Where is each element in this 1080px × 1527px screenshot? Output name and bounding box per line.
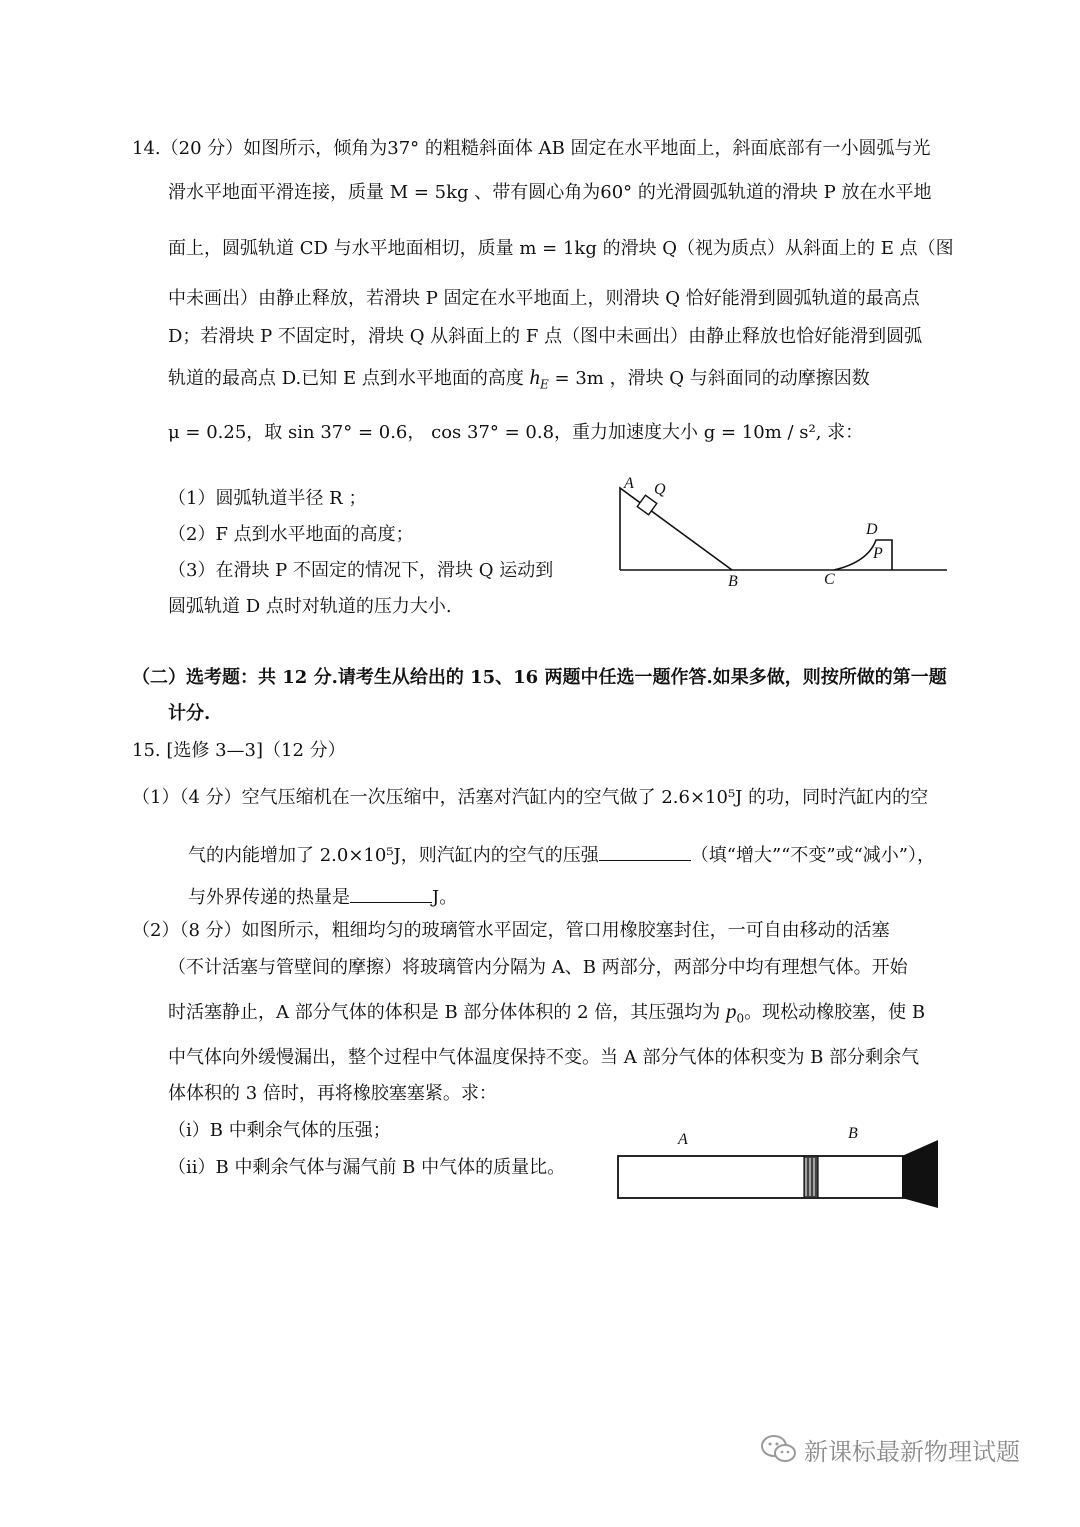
pressure-answer-blank: [599, 842, 691, 861]
q15-sub-i: （i）B 中剩余气体的压强；: [168, 1120, 391, 1141]
q15-part-2-line-5: 体体积的 3 倍时，再将橡胶塞塞紧。求：: [168, 1083, 497, 1104]
label-a: A: [624, 475, 634, 492]
q15-part-1-line-1: （1）（4 分）空气压缩机在一次压缩中，活塞对汽缸内的空气做了 2.6×10⁵J 的功，同时汽缸内的空: [132, 787, 929, 808]
q15-part-1-line-3-text-a: 与外界传递的热量是: [188, 887, 350, 908]
q14-line-3: 面上，圆弧轨道 CD 与水平地面相切，质量 m = 1kg 的滑块 Q（视为质点）从斜面上的 E 点（图: [168, 238, 954, 259]
label-p: P: [873, 545, 883, 562]
slider-p-block: [834, 540, 892, 570]
height-symbol: h: [529, 365, 541, 389]
q15-part-2-line-4: 中气体向外缓慢漏出，整个过程中气体温度保持不变。当 A 部分气体的体积变为 B 部分剩余气: [168, 1047, 920, 1068]
label-q: Q: [654, 481, 666, 498]
q14-line-6-text-b: = 3m ，滑块 Q 与斜面同的动摩擦因数: [548, 368, 870, 389]
watermark-text: 新课标最新物理试题: [804, 1438, 1020, 1466]
incline-figure: [610, 470, 955, 595]
q14-sub-3: （3）在滑块 P 不固定的情况下，滑块 Q 运动到: [168, 560, 554, 581]
height-subscript: E: [540, 377, 549, 392]
watermark: [760, 1428, 1050, 1468]
wechat-icon: [760, 1434, 798, 1464]
q14-line-7: μ = 0.25，取 sin 37° = 0.6， cos 37° = 0.8，重力加速度大小 g = 10m / s², 求：: [168, 422, 864, 443]
q15-part-1-line-3-text-b: J。: [432, 887, 458, 908]
q15-part-2-line-3: [168, 998, 925, 1032]
label-part-b: B: [848, 1125, 858, 1142]
glass-tube: [618, 1156, 904, 1198]
q15-part-2-line-3-text-a: 时活塞静止，A 部分气体的体积是 B 部分体体积的 2 倍，其压强均为: [168, 1002, 727, 1023]
section-2-heading: （二）选考题：共 12 分.请考生从给出的 15、16 两题中任选一题作答.如果多做，则按所做的第一题: [132, 667, 947, 688]
incline-body: [620, 488, 732, 570]
q15-part-1-line-2: [188, 842, 935, 869]
q14-line-1: 14.（20 分）如图所示，倾角为37° 的粗糙斜面体 AB 固定在水平地面上，斜面底部有一小圆弧与光: [132, 138, 931, 159]
q15-part-1-line-3: [188, 884, 457, 911]
q15-heading: 15. [选修 3—3]（12 分）: [132, 740, 346, 761]
label-d: D: [866, 521, 878, 538]
label-c: C: [824, 571, 835, 588]
q14-line-6: [168, 364, 870, 398]
q15-sub-ii: （ii）B 中剩余气体与漏气前 B 中气体的质量比。: [168, 1157, 566, 1178]
pressure-subscript: 0: [736, 1011, 745, 1026]
glass-tube-figure: [610, 1118, 945, 1210]
q15-part-2-line-1: （2）（8 分）如图所示，粗细均匀的玻璃管水平固定，管口用橡胶塞封住，一可自由移动的活塞: [132, 920, 890, 941]
q14-line-4: 中未画出）由静止释放，若滑块 P 固定在水平地面上，则滑块 Q 恰好能滑到圆弧轨道的最高点: [168, 288, 920, 309]
q15-part-1-line-2-text-b: （填“增大”“不变”或“减小”），: [690, 845, 935, 866]
heat-answer-blank: [350, 884, 432, 903]
rubber-stopper: [902, 1140, 938, 1208]
q14-sub-3-cont: 圆弧轨道 D 点时对轨道的压力大小.: [168, 596, 452, 617]
q15-part-2-line-3-text-b: 。现松动橡胶塞，使 B: [744, 1002, 926, 1023]
q14-sub-2: （2）F 点到水平地面的高度；: [168, 524, 414, 545]
pressure-symbol: p: [726, 999, 737, 1023]
label-b: B: [728, 573, 738, 590]
q14-line-5: D；若滑块 P 不固定时，滑块 Q 从斜面上的 F 点（图中未画出）由静止释放也恰好能滑到圆弧: [168, 326, 923, 347]
label-part-a: A: [678, 1131, 688, 1148]
q14-line-6-text-a: 轨道的最高点 D.已知 E 点到水平地面的高度: [168, 368, 530, 389]
q14-sub-1: （1）圆弧轨道半径 R ；: [168, 488, 367, 509]
q15-part-2-line-2: （不计活塞与管壁间的摩擦）将玻璃管内分隔为 A、B 两部分，两部分中均有理想气体。开始: [168, 957, 908, 978]
q14-line-2: 滑水平地面平滑连接，质量 M = 5kg 、带有圆心角为60° 的光滑圆弧轨道的滑块 P 放在水平地: [168, 182, 932, 203]
q15-part-1-line-2-text-a: 气的内能增加了 2.0×10⁵J，则汽缸内的空气的压强: [188, 845, 599, 866]
section-2-heading-cont: 计分.: [168, 703, 211, 724]
